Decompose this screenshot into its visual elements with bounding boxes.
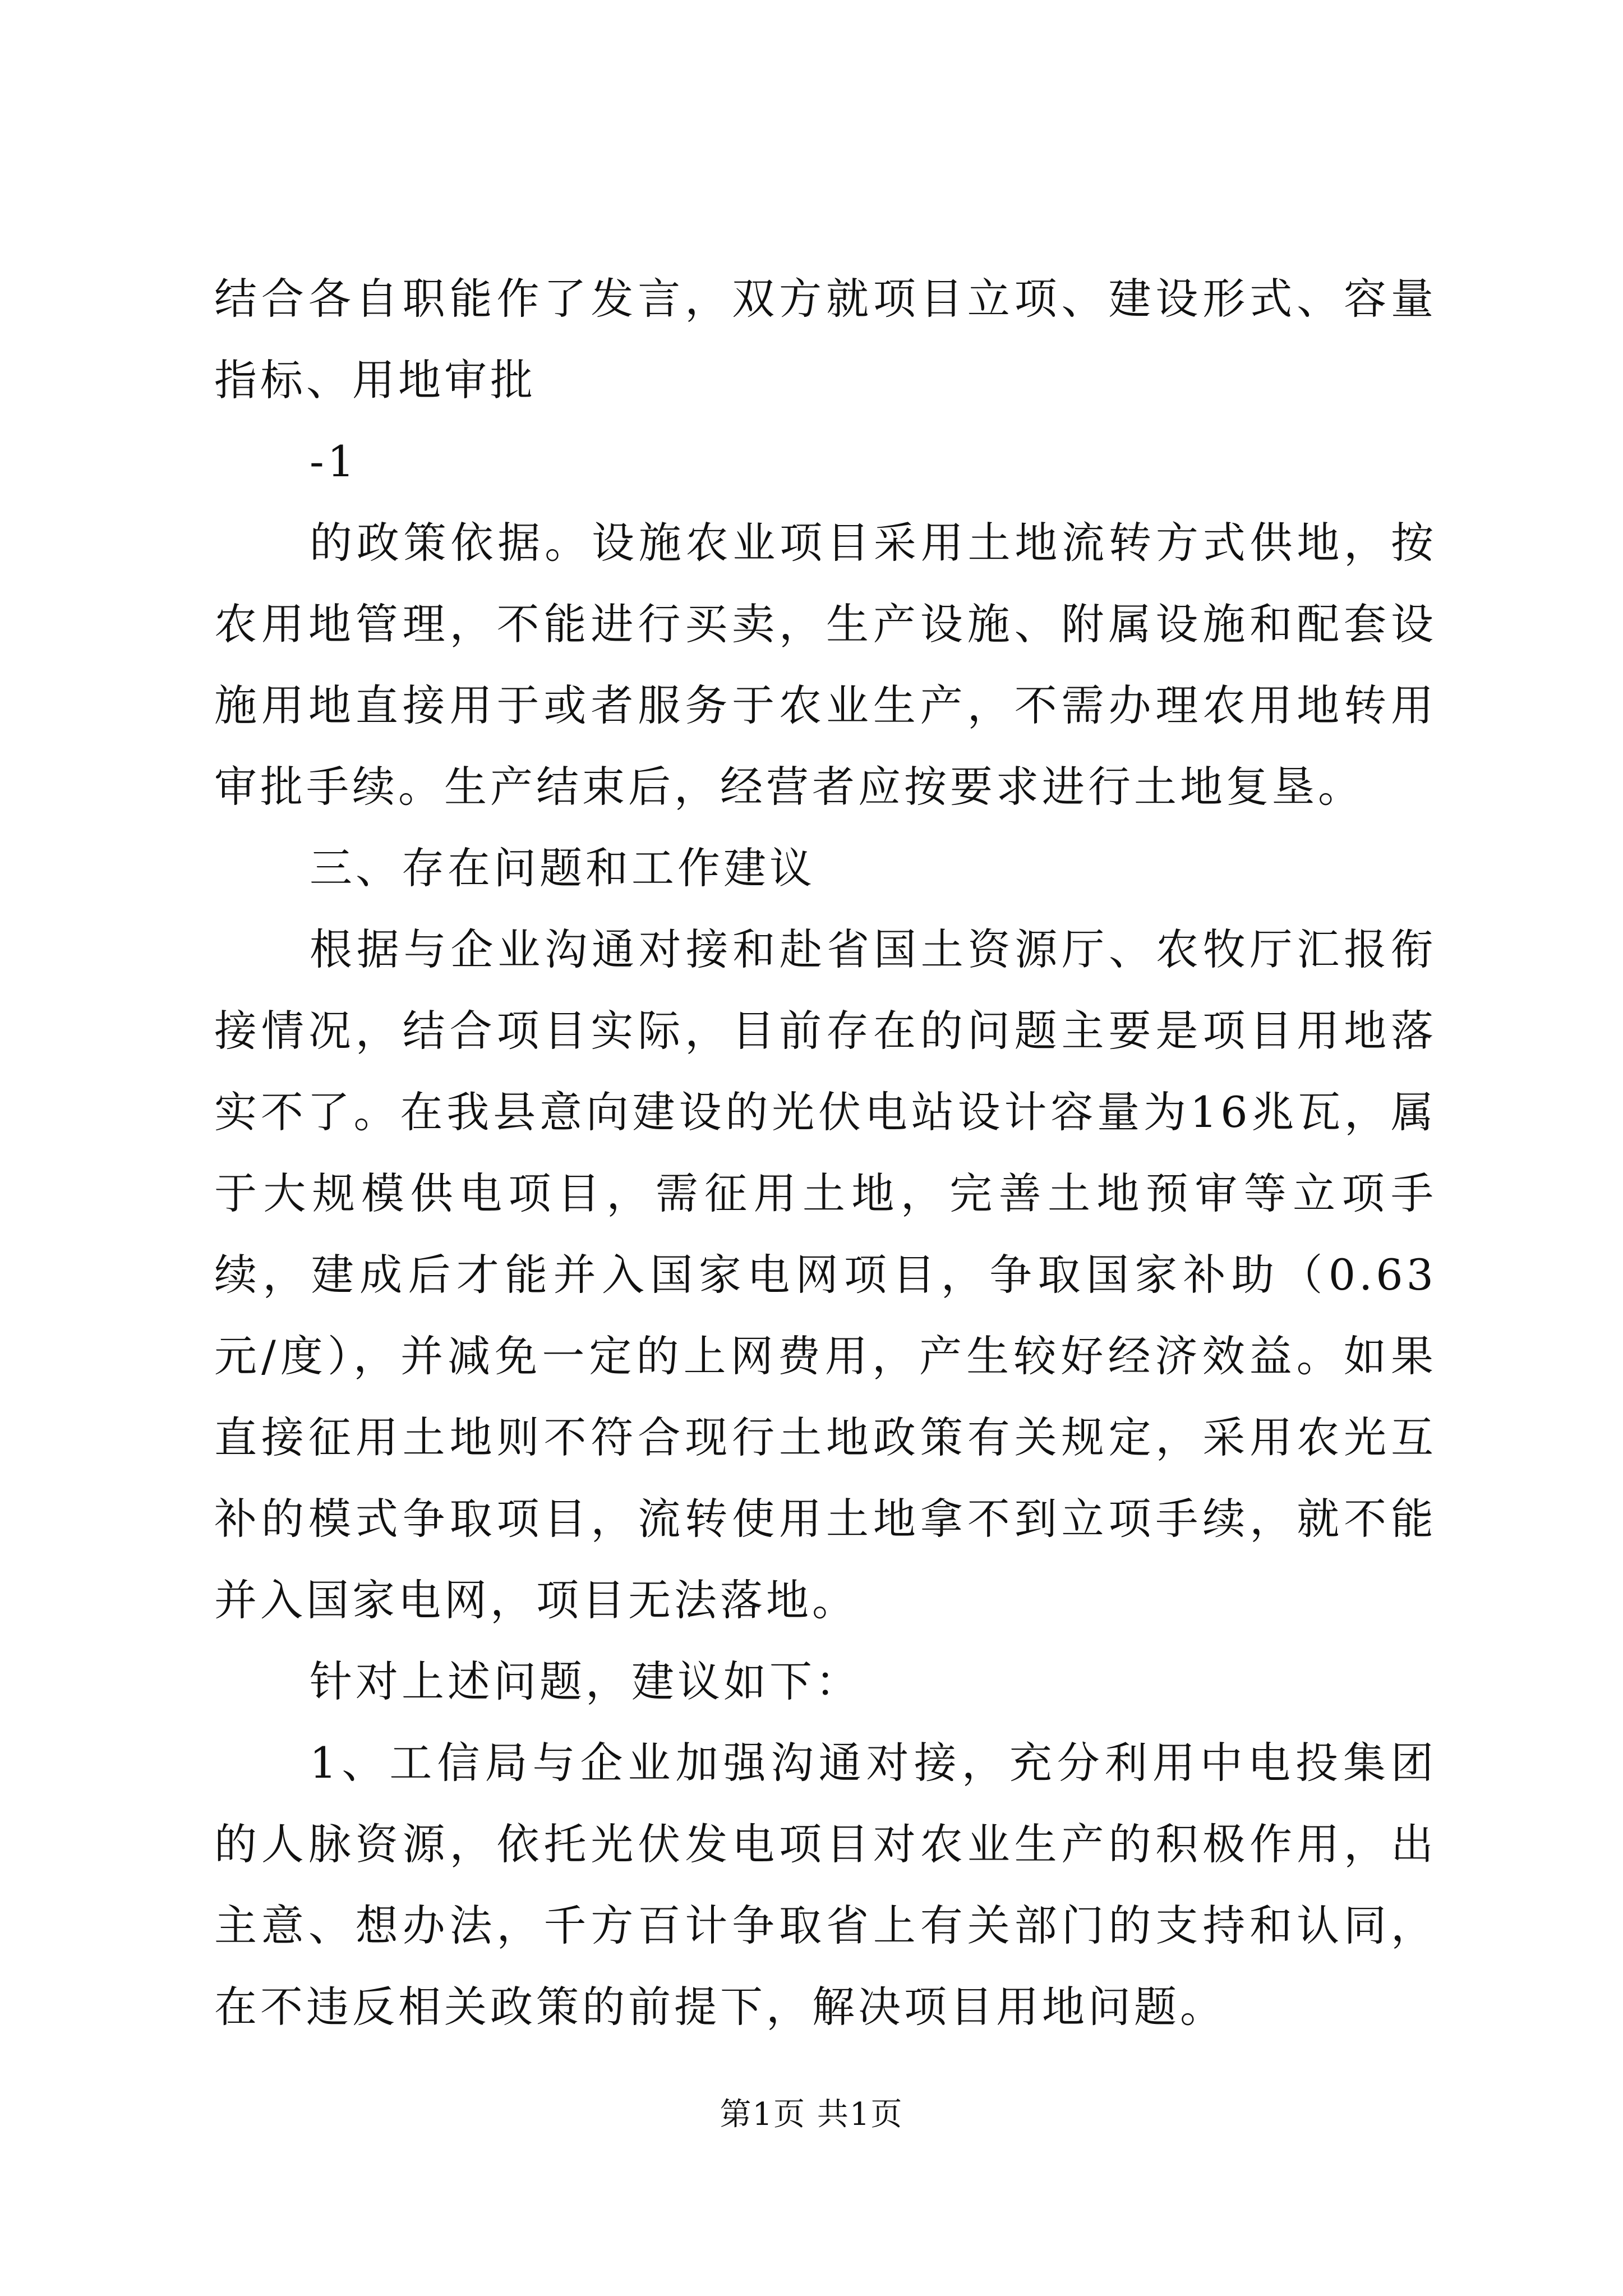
paragraph-suggestion-1: 1、工信局与企业加强沟通对接，充分利用中电投集团的人脉资源，依托光伏发电项目对农业生产的积极作用，出主意、想办法，千方百计争取省上有关部门的支持和认同，在不违反相关政策的前提下，解决项目用地问题。 [214, 1738, 1437, 2032]
page-footer: 第1页 共1页 [720, 2096, 903, 2133]
paragraph-continuation: 结合各自职能作了发言，双方就项目立项、建设形式、容量指标、用地审批 [214, 274, 1437, 405]
document-body [214, 258, 1437, 2047]
paragraph-policy-basis: 的政策依据。设施农业项目采用土地流转方式供地，按农用地管理，不能进行买卖，生产设施、附属设施和配套设施用地直接用于或者服务于农业生产，不需办理农用地转用审批手续。生产结束后，经营者应按要求进行土地复垦。 [214, 518, 1437, 812]
paragraph-suggestions-intro: 针对上述问题，建议如下： [310, 1657, 861, 1706]
paragraph-problems: 根据与企业沟通对接和赴省国土资源厅、农牧厅汇报衔接情况，结合项目实际，目前存在的问题主要是项目用地落实不了。在我县意向建设的光伏电站设计容量为16兆瓦，属于大规模供电项目，需征用土地，完善土地预审等立项手续，建成后才能并入国家电网项目，争取国家补助（0.63元/度），并减免一定的上网费用，产生较好经济效益。如果直接征用土地则不符合现行土地政策有关规定，采用农光互补的模式争取项目，流转使用土地拿不到立项手续，就不能并入国家电网，项目无法落地。 [214, 924, 1437, 1625]
section-heading-problems-suggestions: 三、存在问题和工作建议 [310, 843, 815, 893]
page-marker: -1 [310, 436, 358, 486]
